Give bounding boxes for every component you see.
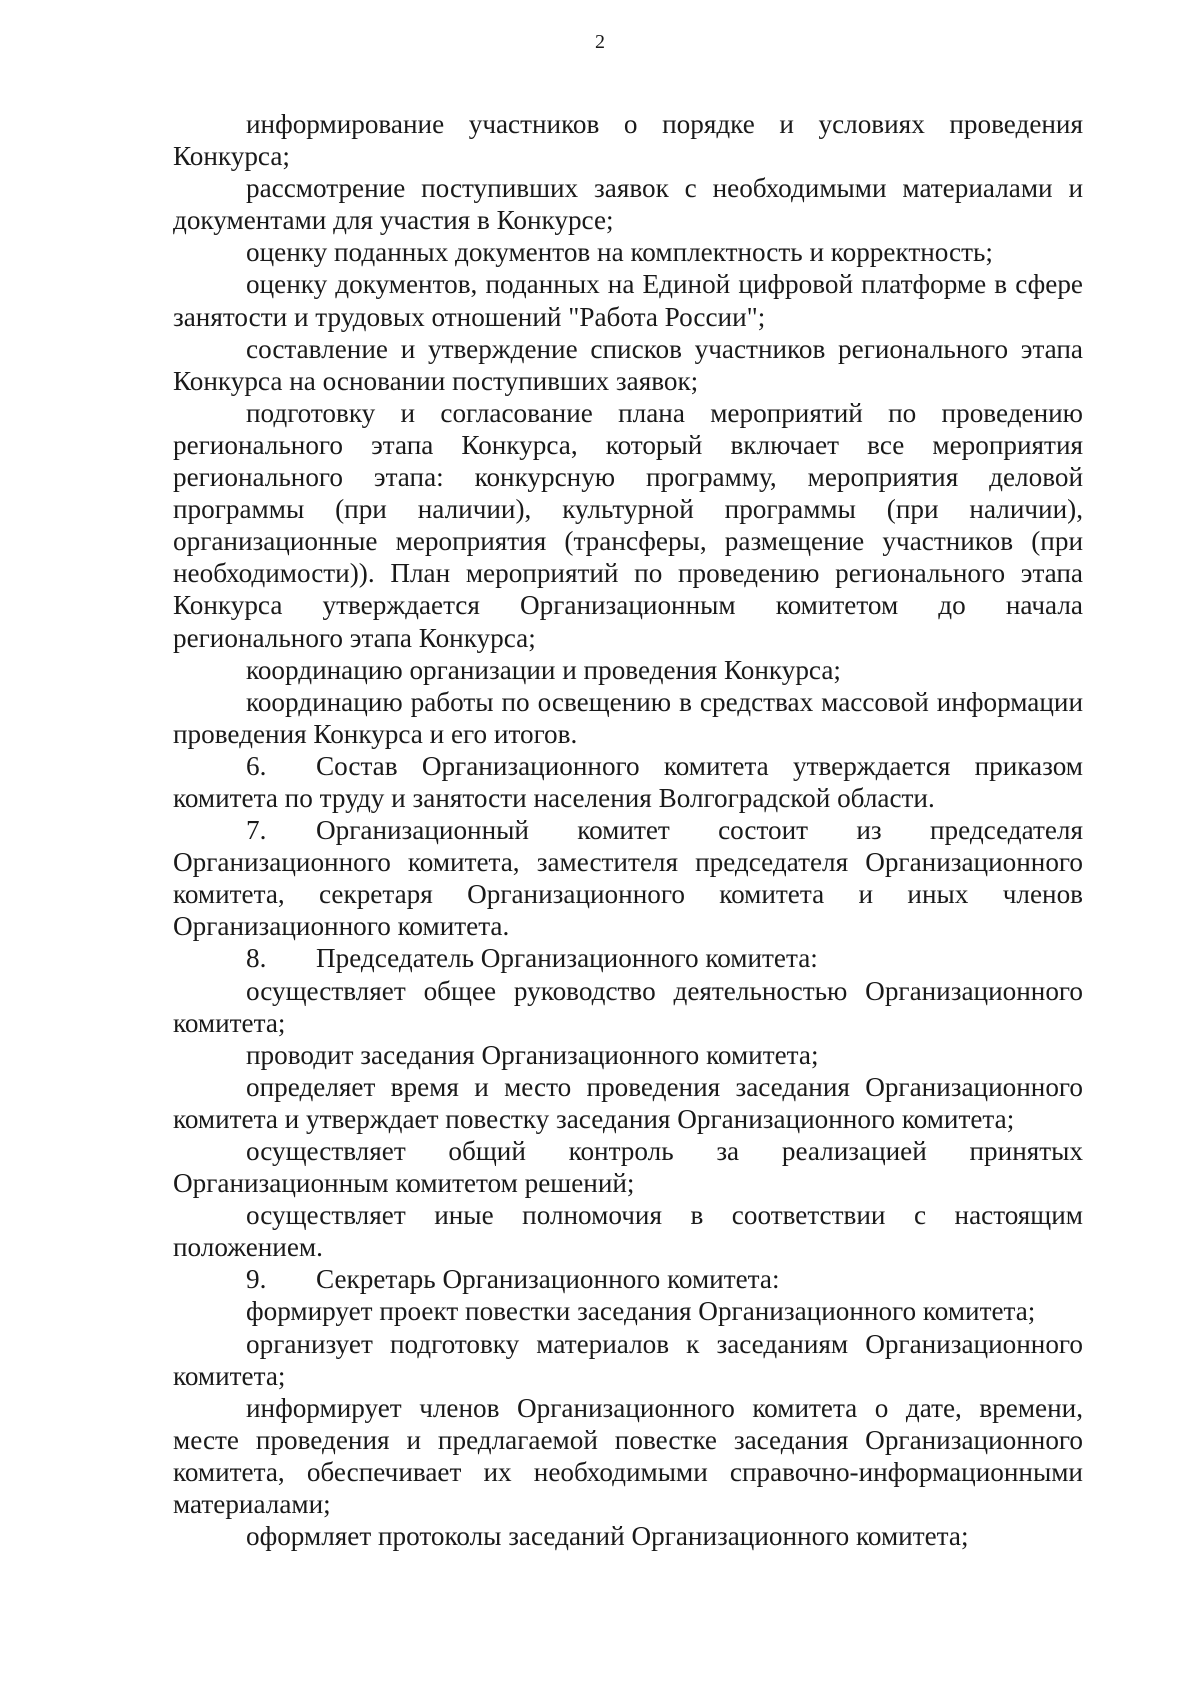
paragraph-text: информирует членов Организационного комитета о дате, времени, месте проведения и предлагаемой повестке заседания Организационного комитета, обеспечивает их необходимыми справочно-информационными материалами; — [173, 1392, 1083, 1520]
item-number: 9. — [246, 1264, 267, 1295]
paragraph-text: формирует проект повестки заседания Организационного комитета; — [246, 1296, 1036, 1327]
paragraph-text: Состав Организационного комитета утверждается приказом комитета по труду и занятости населения Волгоградской области. — [173, 750, 1083, 813]
paragraph — [173, 268, 1083, 332]
item-number: 8. — [246, 943, 267, 974]
paragraph — [173, 1520, 1083, 1552]
paragraph — [173, 1135, 1083, 1199]
paragraph — [173, 172, 1083, 236]
paragraph — [173, 1328, 1083, 1392]
paragraph — [173, 236, 1083, 268]
paragraph-text: координацию организации и проведения Конкурса; — [246, 654, 841, 685]
paragraph-text: организует подготовку материалов к заседаниям Организационного комитета; — [173, 1328, 1083, 1391]
paragraph-text: рассмотрение поступивших заявок с необходимыми материалами и документами для участия в Конкурсе; — [173, 173, 1083, 236]
document-body — [173, 108, 1083, 1552]
paragraph-text: осуществляет иные полномочия в соответствии с настоящим положением. — [173, 1200, 1083, 1263]
paragraph — [173, 975, 1083, 1039]
paragraph-text: Организационный комитет состоит из председателя Организационного комитета, заместителя председателя Организационного комитета, секретаря Организационного комитета и иных членов Организационного комитета. — [173, 815, 1083, 942]
item-number: 6. — [246, 750, 267, 781]
paragraph — [173, 654, 1083, 686]
numbered-paragraph — [173, 750, 1083, 814]
paragraph-text: осуществляет общее руководство деятельностью Организационного комитета; — [173, 975, 1083, 1038]
paragraph-text: координацию работы по освещению в средствах массовой информации проведения Конкурса и его итогов. — [173, 686, 1083, 749]
numbered-paragraph — [173, 814, 1083, 942]
paragraph — [173, 1392, 1083, 1520]
paragraph — [173, 1071, 1083, 1135]
paragraph — [173, 333, 1083, 397]
paragraph-text: определяет время и место проведения заседания Организационного комитета и утверждает повестку заседания Организационного комитета; — [173, 1071, 1083, 1134]
paragraph-text: составление и утверждение списков участников регионального этапа Конкурса на основании поступивших заявок; — [173, 333, 1083, 396]
paragraph — [173, 686, 1083, 750]
paragraph — [173, 1039, 1083, 1071]
numbered-paragraph — [173, 942, 1083, 974]
paragraph — [173, 108, 1083, 172]
item-number: 7. — [246, 815, 267, 846]
paragraph — [173, 397, 1083, 654]
paragraph-text: Председатель Организационного комитета: — [316, 943, 818, 974]
paragraph-text: оценку поданных документов на комплектность и корректность; — [246, 237, 993, 268]
paragraph — [173, 1199, 1083, 1263]
paragraph-text: проводит заседания Организационного комитета; — [246, 1039, 819, 1070]
paragraph-text: Секретарь Организационного комитета: — [316, 1264, 780, 1295]
page-number: 2 — [595, 31, 605, 53]
paragraph-text: оформляет протоколы заседаний Организационного комитета; — [246, 1521, 969, 1552]
numbered-paragraph — [173, 1263, 1083, 1295]
paragraph-text: подготовку и согласование плана мероприятий по проведению регионального этапа Конкурса, который включает все мероприятия регионального этапа: конкурсную программу, мероприятия деловой программы (при наличии), культурной программы (при наличии), организационные мероприятия (трансферы, размещение участников (при необходимости)). План мероприятий по проведению регионального этапа Конкурса утверждается Организационным комитетом до начала регионального этапа Конкурса; — [173, 397, 1083, 653]
paragraph-text: информирование участников о порядке и условиях проведения Конкурса; — [173, 109, 1083, 172]
paragraph-text: оценку документов, поданных на Единой цифровой платформе в сфере занятости и трудовых отношений "Работа России"; — [173, 269, 1083, 332]
paragraph — [173, 1295, 1083, 1327]
paragraph-text: осуществляет общий контроль за реализацией принятых Организационным комитетом решений; — [173, 1136, 1083, 1199]
